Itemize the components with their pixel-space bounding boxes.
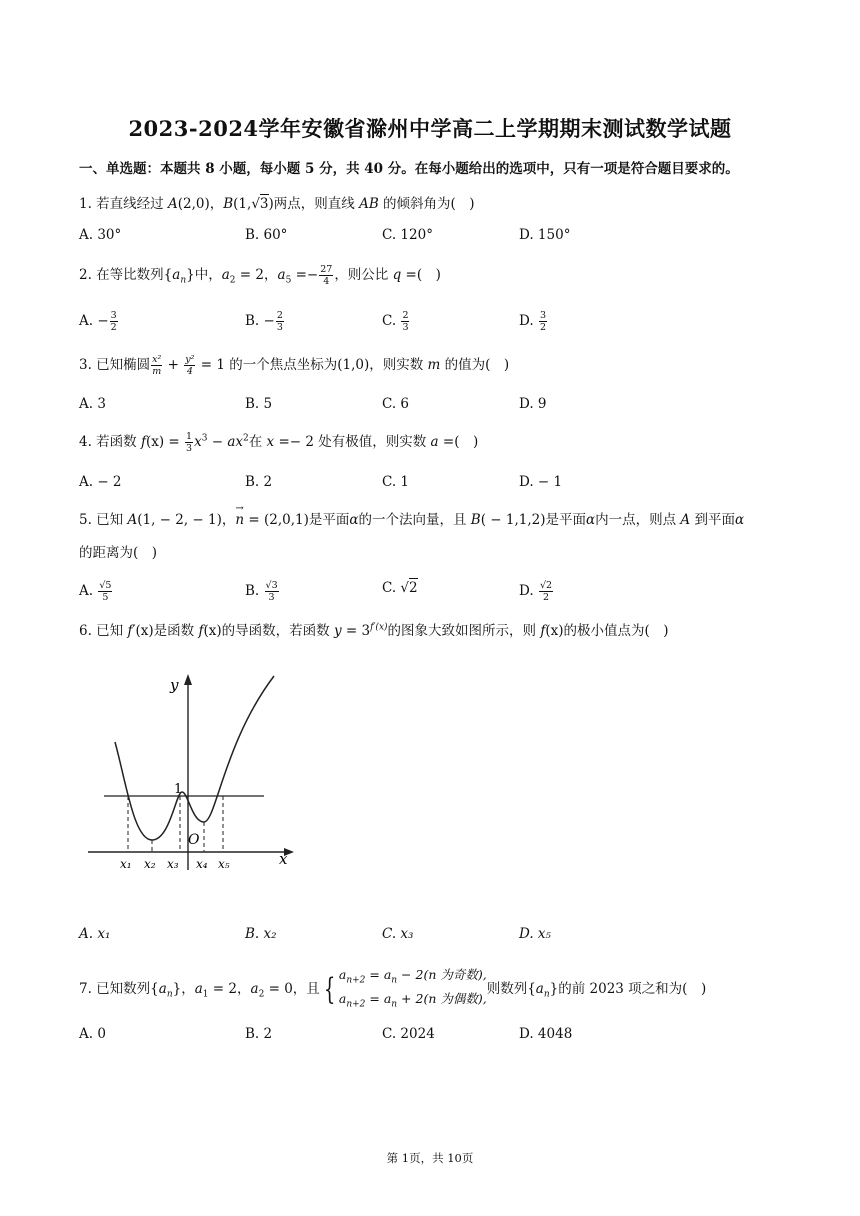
question-4-options [79, 474, 779, 496]
option-c: C. x₃ [382, 926, 414, 942]
option-a: A. 30° [79, 227, 122, 243]
option-d: D. x₅ [519, 926, 551, 942]
option-c: C. 1 [382, 474, 410, 490]
option-d: D. $\frac{3}{2}$ [519, 310, 546, 333]
option-d: D. − 1 [519, 474, 563, 490]
origin-label: O [188, 832, 200, 848]
question-7: 7. 已知数列$\{a_n\}$，$a_1 = 2$，$a_2 = 0$，且 { $a_{n+2} = a_n - 2(n$ 为奇数), $a_{n+2} = a_n + 2(n$ 为偶数), 则数列$\{a_n\}$的前 2023 项之和为( ) [79, 966, 706, 1013]
x-tick-5: x₅ [218, 857, 230, 871]
question-3-options [79, 396, 779, 418]
question-1: 1. 若直线经过 A(2,0)，B(1,√3)两点，则直线 AB 的倾斜角为( ) [79, 196, 475, 212]
question-5-options [79, 580, 779, 602]
option-a: A. x₁ [79, 926, 111, 942]
option-d: D. $\frac{√2}{2}$ [519, 580, 553, 603]
x-tick-3: x₃ [167, 857, 179, 871]
option-b: B. $\frac{√3}{3}$ [245, 580, 278, 603]
y-axis-label: y [170, 676, 179, 694]
x-tick-2: x₂ [144, 857, 156, 871]
option-d: D. 150° [519, 227, 571, 243]
option-a: A. − $\frac{3}{2}$ [79, 310, 117, 333]
function-graph [84, 672, 296, 878]
question-5: 5. 已知 A(1, − 2, − 1)， → n = (2,0,1)是平面α的一个法向量，且 B( − 1,1,2)是平面α内一点，则点 A 到平面α [79, 503, 745, 528]
option-b: B. 2 [245, 1026, 273, 1042]
question-3: 3. 已知椭圆 $\frac{\text{x²}}{m}$ + $\frac{\text{y²}}{4}$ = 1 的一个焦点坐标为(1,0)，则实数 m 的值为( ) [79, 354, 510, 377]
question-5-line-2: 的距离为( ) [79, 545, 158, 561]
section-heading: 一、单选题：本题共 8 小题，每小题 5 分，共 40 分。在每小题给出的选项中，只有一项是符合题目要求的。 [79, 161, 739, 177]
page-footer: 第 1页，共 10页 [386, 1151, 474, 1165]
option-a: A. − 2 [79, 474, 122, 490]
option-c: C. 2024 [382, 1026, 435, 1042]
option-c: C. √2 [382, 580, 418, 596]
question-4: 4. 若函数 f(x) = $\frac{1}{3}$ $x^3 - ax^2$在 x =− 2 处有极值，则实数 a =( ) [79, 431, 479, 454]
option-d: D. 4048 [519, 1026, 573, 1042]
option-c: C. 6 [382, 396, 410, 412]
question-2-options [79, 310, 779, 332]
option-b: B. 5 [245, 396, 273, 412]
option-b: B. x₂ [245, 926, 277, 942]
option-c: C. 120° [382, 227, 433, 243]
question-2: 2. 在等比数列$\{a_n\}$中，$a_2 = 2$，$a_5$ =− $\frac{27}{4}$ ，则公比 q =( ) [79, 264, 441, 287]
option-c: C. $\frac{2}{3}$ [382, 310, 409, 333]
page-title: 2023-2024学年安徽省滁州中学高二上学期期末测试数学试题 [128, 116, 732, 141]
x-tick-1: x₁ [120, 857, 132, 871]
option-b: B. − $\frac{2}{3}$ [245, 310, 283, 333]
question-1-options [79, 227, 779, 249]
question-6: 6. 已知 f′(x)是函数 f(x)的导函数，若函数 $y = 3^{f'(x)}$的图象大致如图所示，则 f(x)的极小值点为( ) [79, 622, 669, 639]
option-b: B. 2 [245, 474, 273, 490]
option-a: A. $\frac{√5}{5}$ [79, 580, 112, 603]
question-6-options [79, 926, 779, 948]
option-a: A. 0 [79, 1026, 106, 1042]
option-a: A. 3 [79, 396, 106, 412]
x-axis-label: x [279, 850, 288, 868]
one-label: 1 [174, 782, 183, 797]
option-d: D. 9 [519, 396, 547, 412]
question-7-options [79, 1026, 779, 1048]
x-tick-4: x₄ [196, 857, 208, 871]
piecewise-brace: { $a_{n+2} = a_n - 2(n$ 为奇数), $a_{n+2} = a_n + 2(n$ 为偶数), [323, 967, 487, 1009]
option-b: B. 60° [245, 227, 288, 243]
